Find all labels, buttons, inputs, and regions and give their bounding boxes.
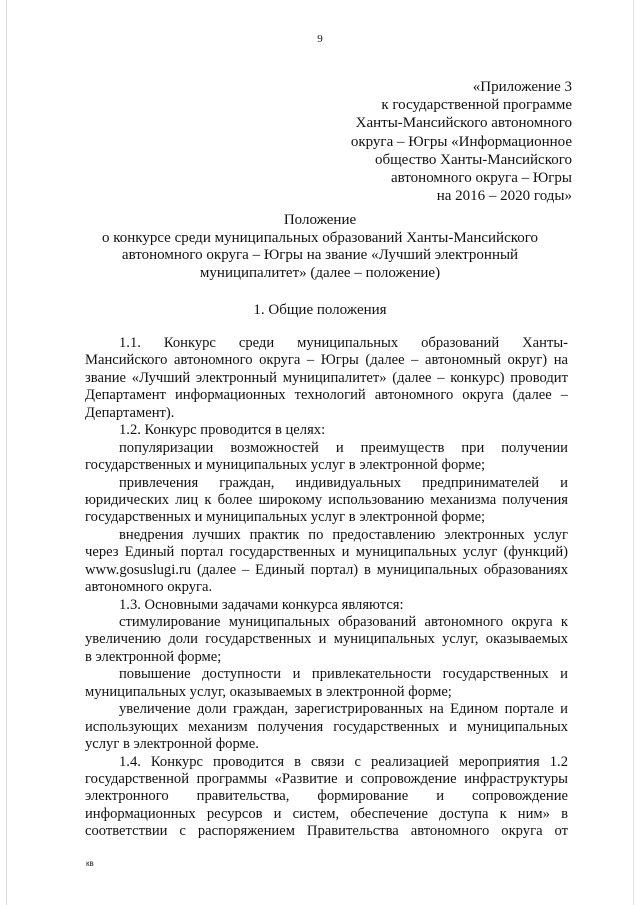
body-line: звание «Лучший электронный муниципалитет» (далее – конкурс) проводит <box>85 369 568 386</box>
body-line: в электронной форме; <box>85 648 222 665</box>
appendix-line: к государственной программе <box>381 97 572 114</box>
body-line: 1.4. Конкурс проводится в связи с реализацией мероприятия 1.2 <box>119 753 568 770</box>
body-line: увеличению доли государственных и муниципальных услуг, оказываемых <box>85 631 568 648</box>
body-line: 1.1. Конкурс среди муниципальных образований Ханты- <box>119 335 568 351</box>
title-line: о конкурсе среди муниципальных образований Ханты-Мансийского <box>101 229 539 246</box>
body-line: услуг в электронной форме. <box>85 736 259 753</box>
title-line: Положение <box>283 212 357 228</box>
body-line: 1.2. Конкурс проводится в целях: <box>119 422 326 439</box>
body-line: Департамент информационных технологий автономного округа (далее – <box>85 387 568 404</box>
body-line: муниципальных услуг, оказываемых в электронной форме; <box>85 683 452 700</box>
body-line: использующих механизм получения государственных и муниципальных <box>85 718 568 735</box>
body-line: юридических лиц к более широкому использованию механизма получения <box>85 491 568 508</box>
body-line: государственных и муниципальных услуг в электронной форме; <box>85 509 486 526</box>
body-line: популяризации возможностей и преимуществ при получении <box>119 439 568 456</box>
body-line: автономного округа. <box>85 579 213 596</box>
body-line: внедрения лучших практик по предоставлению электронных услуг <box>119 526 568 543</box>
body-line: стимулирование муниципальных образований автономного округа к <box>119 614 568 630</box>
appendix-line: общество Ханты-Мансийского <box>375 151 572 168</box>
appendix-line: округа – Югры «Информационное <box>350 133 572 150</box>
appendix-line: «Приложение 3 <box>472 79 572 95</box>
body-line: привлечения граждан, индивидуальных предпринимателей и <box>119 474 568 491</box>
body-line: государственных и муниципальных услуг в электронной форме; <box>85 457 486 474</box>
appendix-line: на 2016 – 2020 годы» <box>436 188 572 205</box>
body-line: государственной программы «Развитие и сопровождение инфраструктуры <box>85 770 568 787</box>
appendix-line: Ханты-Мансийского автономного <box>355 115 572 132</box>
appendix-header <box>312 78 572 205</box>
body-line: повышение доступности и привлекательности государственных и <box>119 666 568 683</box>
title-line: муниципалитет» (далее – положение) <box>199 264 441 281</box>
body-line: 1.3. Основными задачами конкурса являются: <box>119 596 404 613</box>
body-line: через Единый портал государственных и муниципальных услуг (функций) <box>85 544 568 561</box>
page-number: 9 <box>317 33 323 45</box>
section-heading: 1. Общие положения <box>253 302 387 318</box>
body-line: увеличение доли граждан, зарегистрированных на Едином портале и <box>119 701 568 718</box>
footer-mark: кв <box>86 859 94 868</box>
body-line: Мансийского автономного округа – Югры (далее – автономный округ) на <box>85 352 568 369</box>
body-text <box>85 335 568 841</box>
scan-edge-right <box>633 0 634 905</box>
body-line: соответствии с распоряжением Правительства автономного округа от <box>85 823 568 840</box>
body-line: www.gosuslugi.ru (далее – Единый портал) в муниципальных образованиях <box>85 561 568 578</box>
appendix-line: автономного округа – Югры <box>390 170 572 187</box>
body-line: электронного правительства, формирование и сопровождение <box>85 788 568 805</box>
document-title <box>0 212 640 282</box>
scan-edge-left <box>6 0 7 905</box>
body-line: информационных ресурсов и систем, обеспечение доступа к ним» в <box>85 805 568 822</box>
title-line: автономного округа – Югры на звание «Лучший электронный <box>121 247 519 264</box>
body-line: Департамент). <box>85 404 175 421</box>
